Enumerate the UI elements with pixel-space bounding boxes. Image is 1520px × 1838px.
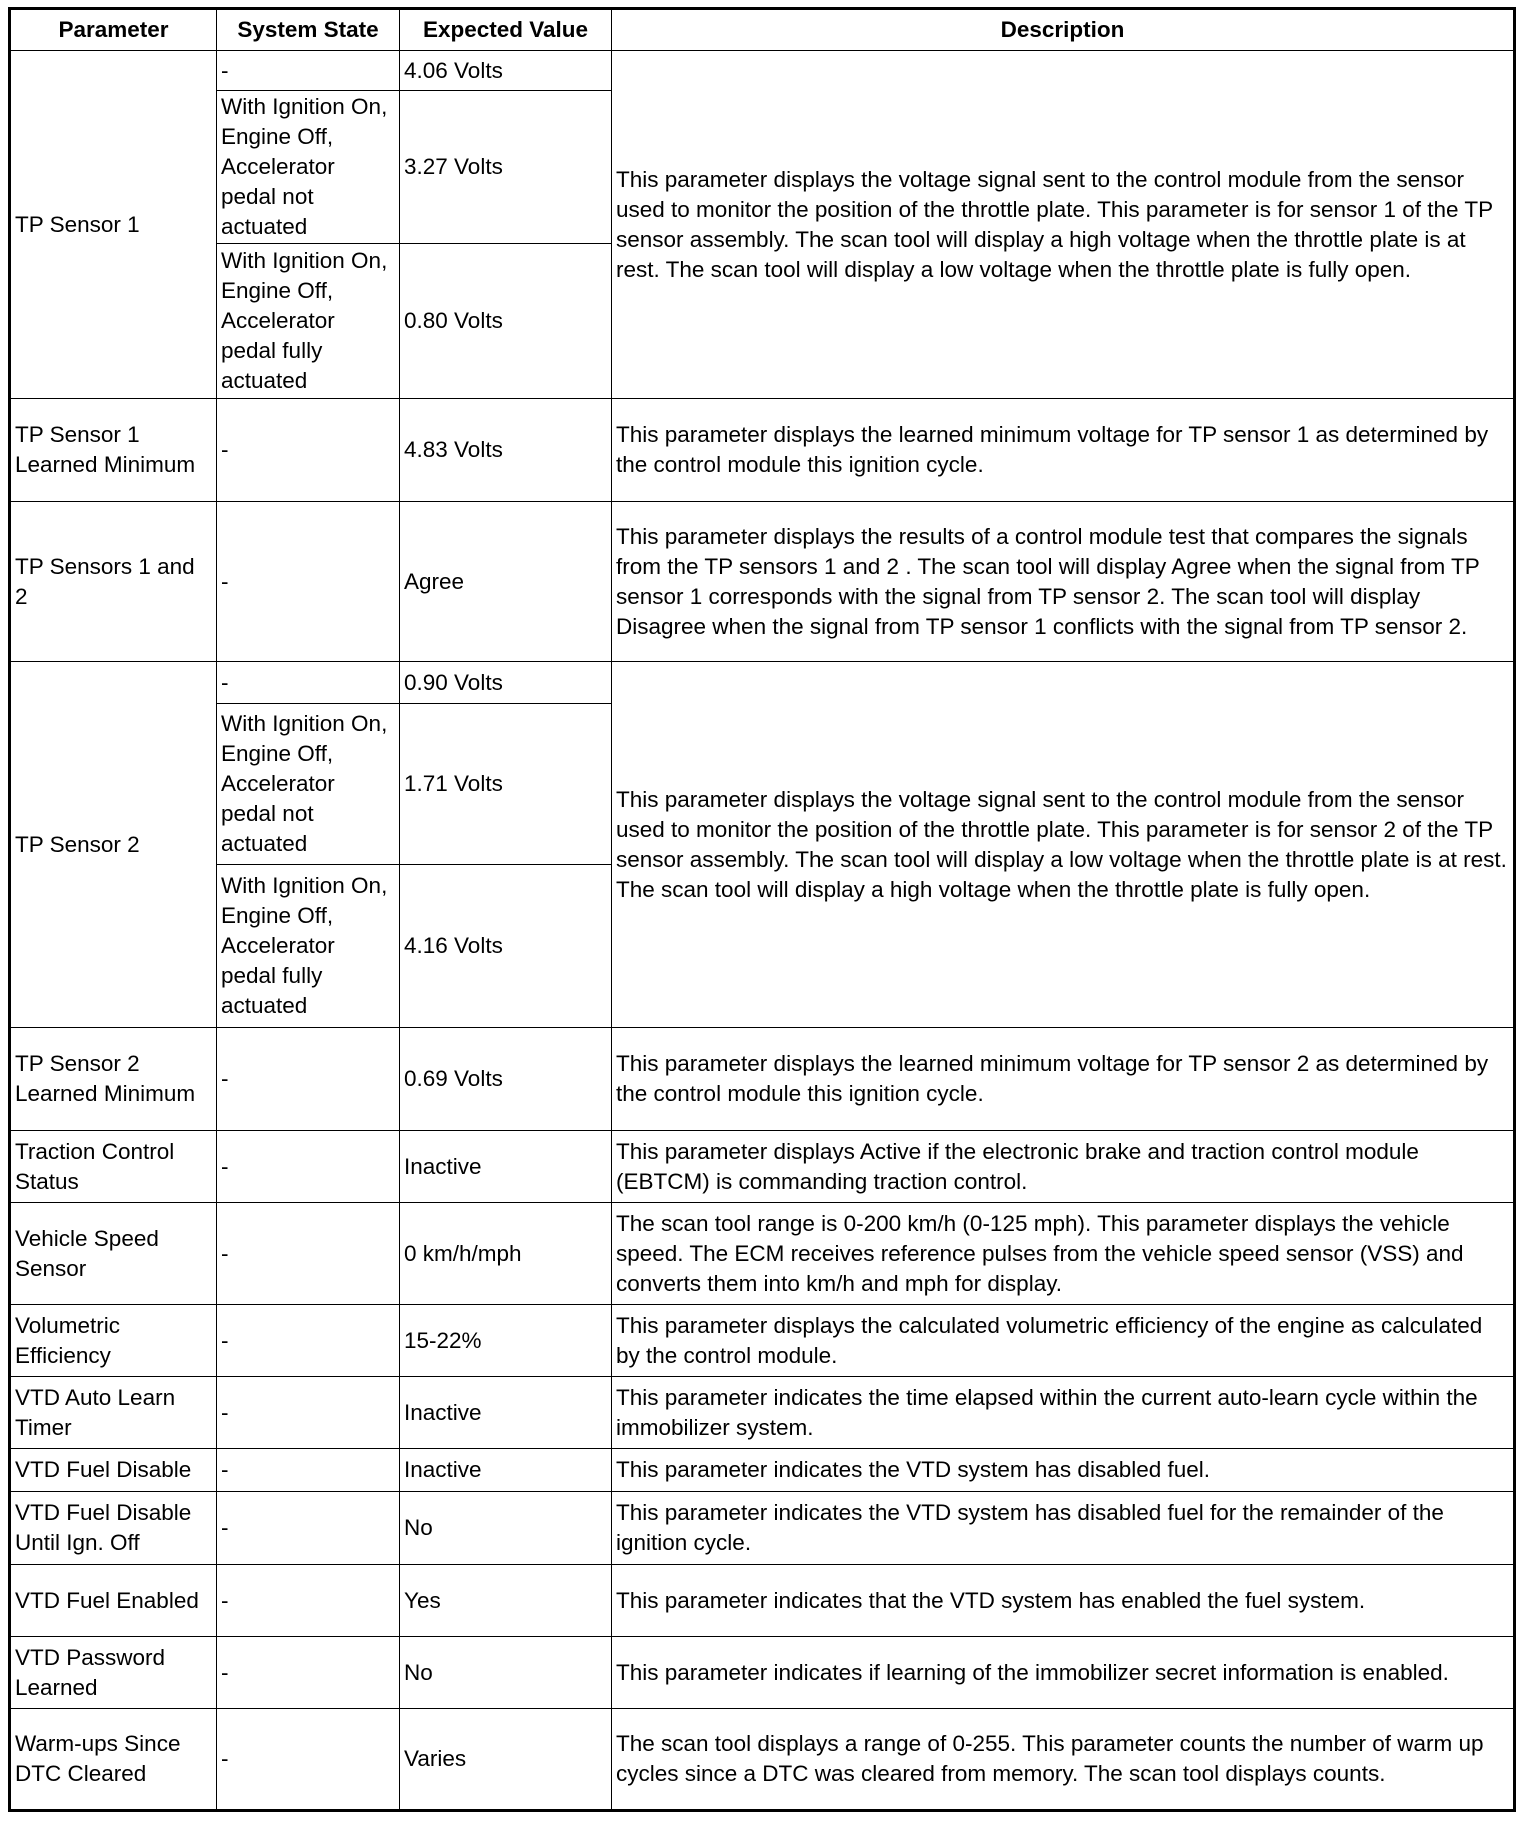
system-state-cell: - [217, 1492, 400, 1565]
system-state-cell: With Ignition On, Engine Off, Accelerator pedal not actuated [217, 704, 400, 865]
description-cell: This parameter indicates that the VTD system has enabled the fuel system. [612, 1565, 1515, 1637]
description-cell: The scan tool displays a range of 0-255. This parameter counts the number of warm up cycles since a DTC was cleared from memory. The scan tool displays counts. [612, 1709, 1515, 1811]
parameter-cell: TP Sensor 2 Learned Minimum [10, 1028, 217, 1131]
system-state-cell: - [217, 1565, 400, 1637]
expected-value-cell: Inactive [400, 1131, 612, 1203]
table-row [10, 51, 1515, 91]
header-expected-value: Expected Value [400, 9, 612, 51]
description-cell: This parameter displays the voltage signal sent to the control module from the sensor used to monitor the position of the throttle plate. This parameter is for sensor 2 of the TP sensor assembly. The scan tool will display a low voltage when the throttle plate is at rest. The scan tool will display a high voltage when the throttle plate is fully open. [612, 662, 1515, 1028]
description-cell: The scan tool range is 0-200 km/h (0-125 mph). This parameter displays the vehicle speed. The ECM receives reference pulses from the vehicle speed sensor (VSS) and converts them into km/h and mph for display. [612, 1203, 1515, 1305]
system-state-cell: - [217, 1131, 400, 1203]
table-row [10, 1637, 1515, 1709]
description-cell: This parameter displays the voltage signal sent to the control module from the sensor used to monitor the position of the throttle plate. This parameter is for sensor 1 of the TP sensor assembly. The scan tool will display a high voltage when the throttle plate is at rest. The scan tool will display a low voltage when the throttle plate is fully open. [612, 51, 1515, 399]
table-row [10, 662, 1515, 704]
system-state-cell: - [217, 1709, 400, 1811]
table-header-row [10, 9, 1515, 51]
parameter-cell: VTD Fuel Enabled [10, 1565, 217, 1637]
parameter-cell: TP Sensor 1 Learned Minimum [10, 399, 217, 502]
expected-value-cell: 4.16 Volts [400, 865, 612, 1028]
expected-value-cell: 4.06 Volts [400, 51, 612, 91]
system-state-cell: - [217, 502, 400, 662]
table-row [10, 1449, 1515, 1492]
expected-value-cell: 15-22% [400, 1305, 612, 1377]
parameter-cell: VTD Password Learned [10, 1637, 217, 1709]
description-cell: This parameter displays Active if the electronic brake and traction control module (EBTCM) is commanding traction control. [612, 1131, 1515, 1203]
expected-value-cell: 0.69 Volts [400, 1028, 612, 1131]
parameter-cell: VTD Fuel Disable Until Ign. Off [10, 1492, 217, 1565]
table-row [10, 1492, 1515, 1565]
system-state-cell: - [217, 1305, 400, 1377]
parameter-cell: Warm-ups Since DTC Cleared [10, 1709, 217, 1811]
table-row [10, 1028, 1515, 1131]
system-state-cell: With Ignition On, Engine Off, Accelerator pedal fully actuated [217, 244, 400, 399]
expected-value-cell: 1.71 Volts [400, 704, 612, 865]
header-description: Description [612, 9, 1515, 51]
description-cell: This parameter displays the learned minimum voltage for TP sensor 2 as determined by the control module this ignition cycle. [612, 1028, 1515, 1131]
header-system-state: System State [217, 9, 400, 51]
description-cell: This parameter indicates the time elapsed within the current auto-learn cycle within the immobilizer system. [612, 1377, 1515, 1449]
table-row [10, 502, 1515, 662]
description-cell: This parameter indicates the VTD system has disabled fuel for the remainder of the ignition cycle. [612, 1492, 1515, 1565]
system-state-cell: - [217, 1028, 400, 1131]
expected-value-cell: 3.27 Volts [400, 91, 612, 244]
system-state-cell: - [217, 662, 400, 704]
expected-value-cell: Inactive [400, 1377, 612, 1449]
description-cell: This parameter indicates if learning of the immobilizer secret information is enabled. [612, 1637, 1515, 1709]
parameter-cell: Vehicle Speed Sensor [10, 1203, 217, 1305]
parameter-cell: Traction Control Status [10, 1131, 217, 1203]
parameter-table [8, 7, 1516, 1812]
expected-value-cell: Varies [400, 1709, 612, 1811]
description-cell: This parameter displays the learned minimum voltage for TP sensor 1 as determined by the control module this ignition cycle. [612, 399, 1515, 502]
system-state-cell: - [217, 1377, 400, 1449]
table-row [10, 1565, 1515, 1637]
parameter-cell: TP Sensors 1 and 2 [10, 502, 217, 662]
parameter-cell: TP Sensor 1 [10, 51, 217, 399]
table-row [10, 1377, 1515, 1449]
expected-value-cell: 0 km/h/mph [400, 1203, 612, 1305]
expected-value-cell: 0.90 Volts [400, 662, 612, 704]
parameter-cell: Volumetric Efficiency [10, 1305, 217, 1377]
system-state-cell: With Ignition On, Engine Off, Accelerator pedal not actuated [217, 91, 400, 244]
expected-value-cell: Inactive [400, 1449, 612, 1492]
table-row [10, 1203, 1515, 1305]
table-row [10, 1305, 1515, 1377]
system-state-cell: - [217, 51, 400, 91]
expected-value-cell: 4.83 Volts [400, 399, 612, 502]
table-row [10, 1709, 1515, 1811]
expected-value-cell: No [400, 1492, 612, 1565]
header-parameter: Parameter [10, 9, 217, 51]
system-state-cell: - [217, 399, 400, 502]
parameter-cell: VTD Fuel Disable [10, 1449, 217, 1492]
expected-value-cell: Yes [400, 1565, 612, 1637]
parameter-cell: TP Sensor 2 [10, 662, 217, 1028]
expected-value-cell: 0.80 Volts [400, 244, 612, 399]
expected-value-cell: Agree [400, 502, 612, 662]
system-state-cell: - [217, 1203, 400, 1305]
table-row [10, 1131, 1515, 1203]
parameter-document [8, 7, 1516, 1812]
parameter-cell: VTD Auto Learn Timer [10, 1377, 217, 1449]
system-state-cell: With Ignition On, Engine Off, Accelerator pedal fully actuated [217, 865, 400, 1028]
description-cell: This parameter displays the results of a control module test that compares the signals from the TP sensors 1 and 2 . The scan tool will display Agree when the signal from TP sensor 1 corresponds with the signal from TP sensor 2. The scan tool will display Disagree when the signal from TP sensor 1 conflicts with the signal from TP sensor 2. [612, 502, 1515, 662]
system-state-cell: - [217, 1449, 400, 1492]
expected-value-cell: No [400, 1637, 612, 1709]
description-cell: This parameter indicates the VTD system has disabled fuel. [612, 1449, 1515, 1492]
system-state-cell: - [217, 1637, 400, 1709]
table-row [10, 399, 1515, 502]
description-cell: This parameter displays the calculated volumetric efficiency of the engine as calculated by the control module. [612, 1305, 1515, 1377]
